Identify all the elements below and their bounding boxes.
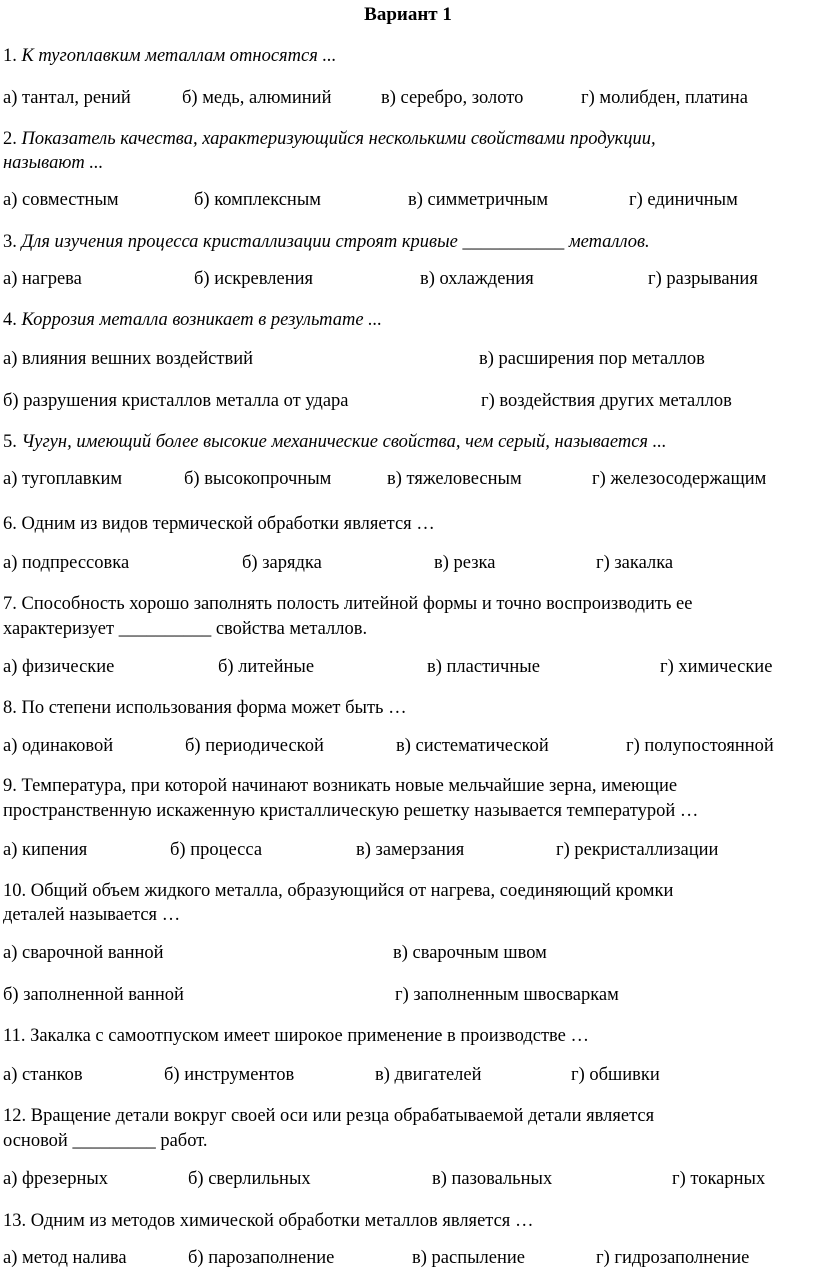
answer-option: а) влияния вешних воздействий	[3, 349, 254, 369]
answer-option: г) рекристаллизации	[556, 840, 719, 860]
question-text: называют ...	[3, 153, 104, 173]
answer-option: г) обшивки	[571, 1065, 660, 1085]
answer-option: б) литейные	[218, 657, 315, 677]
answer-option: г) молибден, платина	[581, 88, 748, 108]
answer-option: г) гидрозаполнение	[596, 1248, 750, 1268]
answer-option: а) метод налива	[3, 1248, 127, 1268]
question-11: 11. Закалка с самоотпуском имеет широкое применение в производстве …	[3, 1026, 590, 1046]
answer-option: а) одинаковой	[3, 736, 114, 756]
question-text: Температура, при которой начинают возникать новые мельчайшие зерна, имеющие	[21, 776, 678, 796]
question-text: Коррозия металла возникает в результате ...	[21, 310, 383, 330]
answer-option: б) периодической	[185, 736, 324, 756]
question-7: 7. Способность хорошо заполнять полость литейной формы и точно воспроизводить ее	[3, 594, 693, 614]
question-text: пространственную искаженную кристаллическую решетку называется температурой …	[3, 801, 699, 821]
answer-option: г) заполненным швосваркам	[395, 985, 619, 1005]
answer-option: а) кипения	[3, 840, 88, 860]
answer-option: б) разрушения кристаллов металла от удара	[3, 391, 349, 411]
answer-option: а) нагрева	[3, 269, 82, 289]
question-text: Одним из видов термической обработки является …	[21, 514, 435, 534]
answer-option: в) охлаждения	[420, 269, 534, 289]
question-9: 9. Температура, при которой начинают возникать новые мельчайшие зерна, имеющие	[3, 776, 678, 796]
question-4: 4. Коррозия металла возникает в результате ...	[3, 310, 383, 330]
answer-option: а) сварочной ванной	[3, 943, 164, 963]
answer-option: в) систематической	[396, 736, 549, 756]
question-12-cont	[3, 1129, 208, 1153]
question-3: 3. Для изучения процесса кристаллизации строят кривые ___________ металлов.	[3, 232, 650, 252]
answer-option: г) единичным	[629, 190, 738, 210]
answer-option: а) подпрессовка	[3, 553, 130, 573]
question-text: деталей называется …	[3, 905, 181, 925]
answer-option: г) разрывания	[648, 269, 758, 289]
question-text: Показатель качества, характеризующийся несколькими свойствами продукции,	[21, 129, 656, 149]
answer-option: в) серебро, золото	[381, 88, 524, 108]
question-text: Для изучения процесса кристаллизации строят кривые ___________ металлов.	[21, 232, 650, 252]
answer-option: а) фрезерных	[3, 1169, 109, 1189]
answer-option: а) совместным	[3, 190, 119, 210]
answer-option: в) распыление	[412, 1248, 525, 1268]
answer-option: г) железосодержащим	[592, 469, 767, 489]
question-2: 2. Показатель качества, характеризующийся несколькими свойствами продукции,	[3, 129, 656, 149]
question-8: 8. По степени использования форма может быть …	[3, 698, 407, 718]
question-12: 12. Вращение детали вокруг своей оси или резца обрабатываемой детали является	[3, 1106, 655, 1126]
answer-option: б) заполненной ванной	[3, 985, 184, 1005]
answer-option: в) пазовальных	[432, 1169, 553, 1189]
answer-option: а) тантал, рений	[3, 88, 131, 108]
answer-option: б) комплексным	[194, 190, 321, 210]
question-text: основой _________ работ.	[3, 1131, 208, 1151]
answer-option: в) симметричным	[408, 190, 549, 210]
question-6: 6. Одним из видов термической обработки является …	[3, 514, 435, 534]
answer-option: г) воздействия других металлов	[481, 391, 732, 411]
answer-option: в) двигателей	[375, 1065, 482, 1085]
answer-option: г) полупостоянной	[626, 736, 774, 756]
page-title: Вариант 1	[364, 4, 452, 25]
question-text: характеризует __________ свойства металлов.	[3, 619, 368, 639]
answer-option: в) пластичные	[427, 657, 540, 677]
answer-option: б) искревления	[194, 269, 314, 289]
answer-option: б) зарядка	[242, 553, 322, 573]
question-13: 13. Одним из методов химической обработки металлов является …	[3, 1211, 534, 1231]
answer-option: г) химические	[660, 657, 773, 677]
answer-option: а) станков	[3, 1065, 83, 1085]
question-text: Чугун, имеющий более высокие механические свойства, чем серый, называется ...	[21, 432, 667, 452]
question-text: Вращение детали вокруг своей оси или резца обрабатываемой детали является	[30, 1106, 655, 1126]
answer-option: в) сварочным швом	[393, 943, 547, 963]
answer-option: б) парозаполнение	[188, 1248, 335, 1268]
answer-option: б) сверлильных	[188, 1169, 311, 1189]
question-1: 1. К тугоплавким металлам относятся ...	[3, 46, 337, 66]
question-2-cont	[3, 151, 103, 175]
answer-option: в) резка	[434, 553, 496, 573]
question-text: Закалка с самоотпуском имеет широкое применение в производстве …	[30, 1026, 590, 1046]
answer-option: б) высокопрочным	[184, 469, 332, 489]
question-5: 5. Чугун, имеющий более высокие механические свойства, чем серый, называется ...	[3, 432, 667, 452]
question-text: Способность хорошо заполнять полость литейной формы и точно воспроизводить ее	[21, 594, 693, 614]
answer-option: в) расширения пор металлов	[479, 349, 705, 369]
answer-option: г) закалка	[596, 553, 674, 573]
question-7-cont	[3, 617, 367, 641]
answer-option: г) токарных	[672, 1169, 766, 1189]
answer-option: в) замерзания	[356, 840, 465, 860]
answer-option: б) процесса	[170, 840, 263, 860]
question-10-cont	[3, 903, 180, 927]
question-text: По степени использования форма может быть …	[21, 698, 407, 718]
question-text: Одним из методов химической обработки металлов является …	[30, 1211, 534, 1231]
answer-option: б) медь, алюминий	[182, 88, 332, 108]
question-text: К тугоплавким металлам относятся ...	[21, 46, 337, 66]
answer-option: б) инструментов	[164, 1065, 295, 1085]
question-text: Общий объем жидкого металла, образующийся от нагрева, соединяющий кромки	[30, 881, 674, 901]
answer-option: а) физические	[3, 657, 115, 677]
question-10: 10. Общий объем жидкого металла, образующийся от нагрева, соединяющий кромки	[3, 881, 674, 901]
answer-option: в) тяжеловесным	[387, 469, 522, 489]
question-9-cont	[3, 799, 698, 823]
answer-option: а) тугоплавким	[3, 469, 123, 489]
